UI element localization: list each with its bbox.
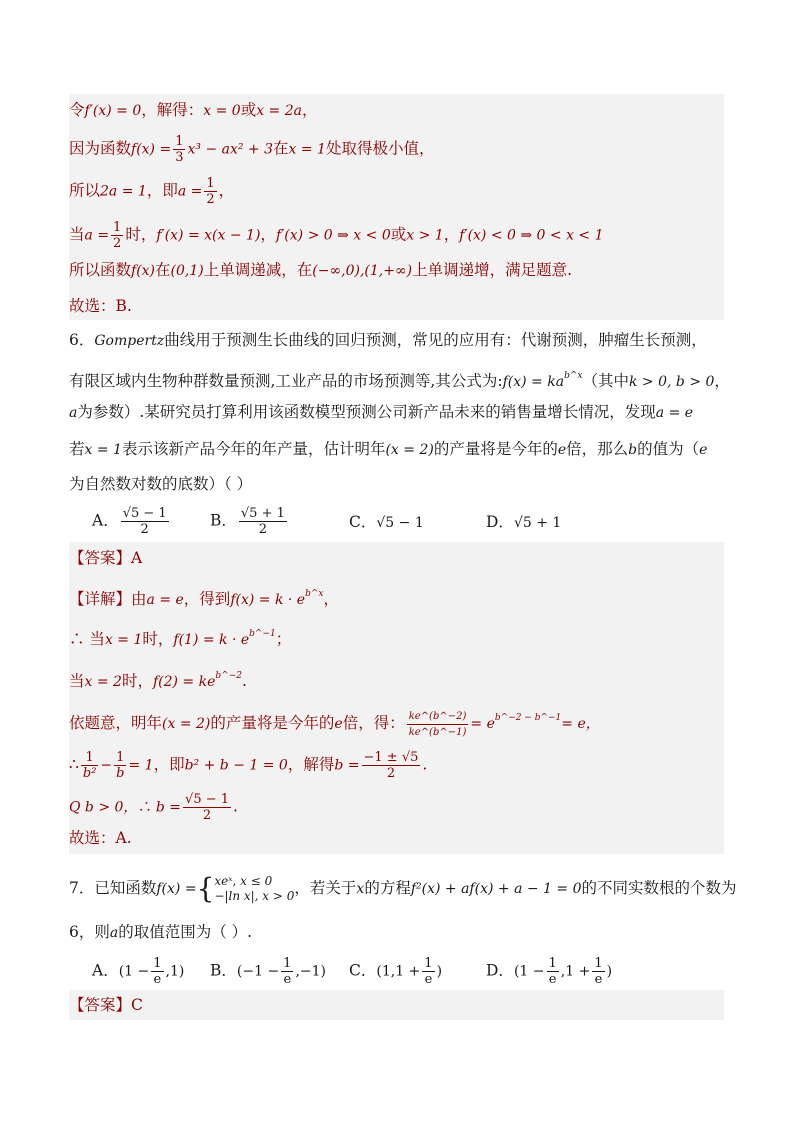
formula: ,1 + bbox=[560, 963, 591, 980]
text: ，解得 bbox=[287, 755, 335, 774]
text: ∴ 当 bbox=[69, 630, 105, 648]
text: ，若关于 bbox=[294, 879, 357, 897]
text: 为参数）.某研究员打算利用该函数模型预测公司新产品未来的销售量增长情况，发现 bbox=[77, 403, 656, 421]
text: 在 bbox=[155, 261, 171, 279]
q7-option-c[interactable] bbox=[349, 956, 442, 987]
fraction: $\frac{1}{b}$ bbox=[116, 750, 125, 781]
text: 的产量将是今年的 bbox=[433, 440, 558, 458]
q6-option-a[interactable] bbox=[92, 506, 171, 537]
text: ， bbox=[218, 181, 235, 200]
formula: e bbox=[557, 442, 567, 458]
text: ， bbox=[301, 101, 318, 119]
text: 若 bbox=[69, 440, 85, 458]
detail-6-line-6 bbox=[69, 792, 238, 823]
text: 曲线用于预测生长曲线的回归预测，常见的应用有：代谢预测，肿瘤生长预测， bbox=[164, 331, 707, 349]
formula: ) bbox=[606, 963, 613, 980]
text: 或 bbox=[240, 101, 257, 119]
text: 当 bbox=[69, 672, 85, 690]
answer-6-line bbox=[69, 548, 142, 568]
option-label: B． bbox=[210, 511, 237, 530]
formula: f′(x) = 0 bbox=[84, 103, 142, 119]
text: 在 bbox=[273, 139, 289, 158]
question-6-line-1 bbox=[69, 330, 707, 351]
q7-option-d[interactable] bbox=[486, 956, 612, 987]
solution-5-line-4 bbox=[69, 220, 604, 251]
fraction: $\frac{1}{e}$ bbox=[548, 956, 557, 987]
formula: (x = 2) bbox=[385, 442, 434, 458]
formula: 2a = 1 bbox=[100, 183, 147, 200]
option-label: C． bbox=[349, 513, 377, 531]
text: 由 bbox=[131, 590, 147, 608]
fraction: $\frac{1}{e}$ bbox=[594, 956, 603, 987]
text: 上单调递增，满足题意. bbox=[412, 261, 573, 279]
formula: x = 1 bbox=[288, 141, 326, 158]
text: . bbox=[241, 672, 247, 690]
fraction: $\frac{ke\^{}(b\^{}-2)}{ke\^{}(b\^{}-1)}$ bbox=[408, 710, 467, 738]
text: ∴ bbox=[69, 755, 79, 774]
piecewise-cases: xeˣ, x ≤ 0 −|ln x|, x > 0 bbox=[214, 874, 295, 903]
text: 时， bbox=[125, 225, 157, 244]
formula: (1,1 + bbox=[376, 963, 421, 980]
text: ，即 bbox=[146, 181, 178, 200]
text: 上单调递减，在 bbox=[203, 261, 313, 279]
formula: Q b > 0，∴ b = bbox=[69, 799, 182, 816]
formula: e bbox=[699, 442, 708, 458]
text: 表示该新产品今年的年产量，估计明年 bbox=[121, 440, 386, 458]
answer-7-block bbox=[69, 990, 724, 1020]
formula: (0,1) bbox=[170, 263, 204, 279]
formula: = e， bbox=[561, 716, 600, 732]
option-label: A． bbox=[92, 511, 119, 530]
fraction: $\frac{1}{\text{b²}}$ bbox=[82, 750, 97, 781]
formula: (1 − bbox=[513, 963, 545, 980]
formula: (1 − bbox=[118, 963, 150, 980]
formula: x = 1 bbox=[104, 632, 143, 648]
formula: a = bbox=[177, 183, 203, 200]
formula: x = 0 bbox=[203, 103, 241, 119]
option-label: C． bbox=[349, 961, 377, 980]
formula: e bbox=[334, 716, 343, 732]
text: 为自然数对数的底数）（ ） bbox=[69, 475, 253, 493]
detail-label: 【详解】 bbox=[69, 590, 132, 608]
option-label: D． bbox=[486, 513, 514, 531]
text: 所以 bbox=[69, 181, 101, 200]
question-7-line-2 bbox=[69, 922, 252, 943]
answer-label: 【答案】 bbox=[69, 549, 132, 567]
solution-5-line-2 bbox=[69, 134, 434, 165]
solution-5-line-5 bbox=[69, 260, 572, 281]
answer-7-line bbox=[69, 995, 143, 1015]
fraction: $\frac{1}{e}$ bbox=[424, 956, 433, 987]
formula: f(2) = ke bbox=[152, 674, 216, 690]
question-number: 6． bbox=[69, 331, 95, 349]
text: ， bbox=[714, 372, 730, 390]
question-6-line-5 bbox=[69, 474, 252, 494]
text: 时， bbox=[142, 630, 174, 648]
formula: f′(x) > 0 ⇒ x < 0 bbox=[275, 227, 391, 244]
formula: ,−1) bbox=[295, 963, 327, 980]
text: （其中 bbox=[582, 372, 629, 390]
formula: f(x) = bbox=[131, 141, 172, 158]
text: 的不同实数根的个数为 bbox=[581, 879, 737, 897]
fraction: $\frac{1}{2}$ bbox=[206, 176, 215, 207]
question-6-line-4 bbox=[69, 439, 707, 460]
formula: b² + b − 1 = 0 bbox=[184, 757, 288, 774]
detail-6-line-1 bbox=[69, 584, 339, 610]
q6-option-d[interactable] bbox=[486, 512, 561, 533]
detail-6-line-4 bbox=[69, 708, 600, 740]
formula: f′(x) = x(x − 1) bbox=[156, 227, 261, 244]
formula: x = 2 bbox=[84, 674, 122, 690]
text: 7．已知函数 bbox=[69, 879, 157, 897]
question-7-line-1 bbox=[69, 874, 737, 904]
text: 6，则 bbox=[69, 923, 110, 941]
text: 倍，得： bbox=[342, 714, 405, 732]
fraction: $\frac{1}{e}$ bbox=[153, 956, 162, 987]
formula: x bbox=[356, 881, 365, 897]
text: 所以函数 bbox=[69, 261, 132, 279]
fraction: $\frac{1}{2}$ bbox=[113, 220, 122, 251]
formula: ) bbox=[436, 963, 443, 980]
fraction: $\frac{√5 + 1}{2}$ bbox=[240, 506, 285, 537]
formula: √5 − 1 bbox=[376, 515, 424, 531]
solution-5-line-6 bbox=[69, 296, 132, 316]
text: . bbox=[422, 755, 428, 774]
formula: a bbox=[109, 925, 119, 941]
option-label: B． bbox=[210, 961, 237, 980]
text: ， bbox=[260, 225, 276, 244]
formula: f²(x) + af(x) + a − 1 = 0 bbox=[410, 881, 582, 897]
answer-value: C bbox=[131, 996, 143, 1014]
text: 有限区域内生物种群数量预测,工业产品的市场预测等,其公式为: bbox=[69, 372, 503, 390]
formula: x = 2a bbox=[256, 103, 302, 119]
fraction: $\frac{√5 - 1}{2}$ bbox=[122, 506, 167, 537]
brace: { bbox=[196, 872, 215, 905]
detail-6-line-7 bbox=[69, 828, 132, 848]
text: ，解得： bbox=[141, 101, 204, 119]
formula: x = 1 bbox=[84, 442, 122, 458]
text: ； bbox=[275, 630, 292, 648]
q6-option-b[interactable] bbox=[210, 506, 289, 537]
text: ，得到 bbox=[183, 590, 231, 608]
formula: (−∞,0),(1,+∞) bbox=[312, 263, 413, 279]
text: ， bbox=[443, 225, 460, 244]
formula: b bbox=[628, 442, 638, 458]
formula: f(x) = ka bbox=[502, 374, 565, 390]
text: ，即 bbox=[153, 755, 185, 774]
formula: x > 1 bbox=[406, 227, 444, 244]
superscript: b^x bbox=[564, 371, 583, 381]
formula: f(x) = bbox=[156, 881, 197, 897]
formula: a = e bbox=[146, 592, 184, 608]
formula: − bbox=[100, 757, 113, 774]
text: 的方程 bbox=[364, 879, 411, 897]
superscript: b^−1 bbox=[249, 629, 276, 639]
text: 故选：B. bbox=[69, 297, 132, 315]
formula: f′(x) < 0 ⇒ 0 < x < 1 bbox=[459, 227, 604, 244]
formula: k > 0, b > 0 bbox=[628, 374, 715, 390]
text: 时， bbox=[121, 672, 153, 690]
text: 的取值范围为（ ）. bbox=[118, 923, 253, 941]
answer-label: 【答案】 bbox=[69, 996, 132, 1014]
text: 的产量将是今年的 bbox=[210, 714, 335, 732]
formula: = e bbox=[470, 716, 495, 732]
formula: f(x) = k · e bbox=[230, 592, 306, 608]
text: 依题意，明年 bbox=[69, 714, 163, 732]
formula: a = e bbox=[655, 405, 694, 421]
option-label: D． bbox=[486, 961, 514, 980]
text: 当 bbox=[69, 225, 85, 244]
formula: √5 + 1 bbox=[513, 515, 562, 531]
text: 或 bbox=[390, 225, 407, 244]
formula: f(x) bbox=[131, 263, 156, 279]
formula: a bbox=[69, 405, 78, 421]
text: ， bbox=[323, 590, 339, 608]
answer-value: A bbox=[131, 549, 143, 567]
solution-5-line-1 bbox=[69, 100, 318, 121]
detail-6-line-2 bbox=[69, 624, 291, 650]
question-6-line-3 bbox=[69, 402, 693, 423]
formula: x³ − ax² + 3 bbox=[187, 141, 274, 158]
formula: = 1 bbox=[128, 757, 154, 774]
detail-6-line-3 bbox=[69, 666, 247, 692]
text: 处取得极小值， bbox=[325, 139, 435, 158]
formula: (−1 − bbox=[236, 963, 280, 980]
q7-option-b[interactable] bbox=[210, 956, 326, 987]
solution-5-line-3 bbox=[69, 176, 234, 207]
formula: (x = 2) bbox=[162, 716, 211, 732]
text: 令 bbox=[69, 101, 85, 119]
fraction: $\frac{1}{3}$ bbox=[175, 134, 184, 165]
formula: ,1) bbox=[165, 963, 185, 980]
superscript: b^x bbox=[305, 589, 324, 599]
text: . bbox=[233, 797, 238, 816]
q6-option-c[interactable] bbox=[349, 512, 424, 533]
q7-option-a[interactable] bbox=[92, 956, 184, 987]
text: 倍，那么 bbox=[566, 440, 629, 458]
superscript: b^−2 − b^−1 bbox=[494, 713, 562, 723]
formula: b = bbox=[334, 757, 360, 774]
text: 的值为（ bbox=[637, 440, 700, 458]
fraction: $\frac{1}{e}$ bbox=[283, 956, 292, 987]
superscript: b^−2 bbox=[215, 671, 242, 681]
fraction: $\frac{√5 - 1}{2}$ bbox=[185, 792, 230, 823]
formula: f(1) = k · e bbox=[173, 632, 250, 648]
option-label: A． bbox=[92, 961, 119, 980]
question-6-line-2 bbox=[69, 366, 730, 392]
fraction: $\frac{-1 \pm √5}{2}$ bbox=[363, 750, 419, 781]
detail-6-line-5 bbox=[69, 750, 427, 781]
answer-6-block bbox=[69, 542, 724, 854]
text: 故选：A. bbox=[69, 829, 132, 847]
solution-5-block bbox=[69, 94, 724, 320]
formula: a = bbox=[84, 227, 110, 244]
text: 因为函数 bbox=[69, 139, 132, 158]
formula: Gompertz bbox=[94, 333, 165, 349]
